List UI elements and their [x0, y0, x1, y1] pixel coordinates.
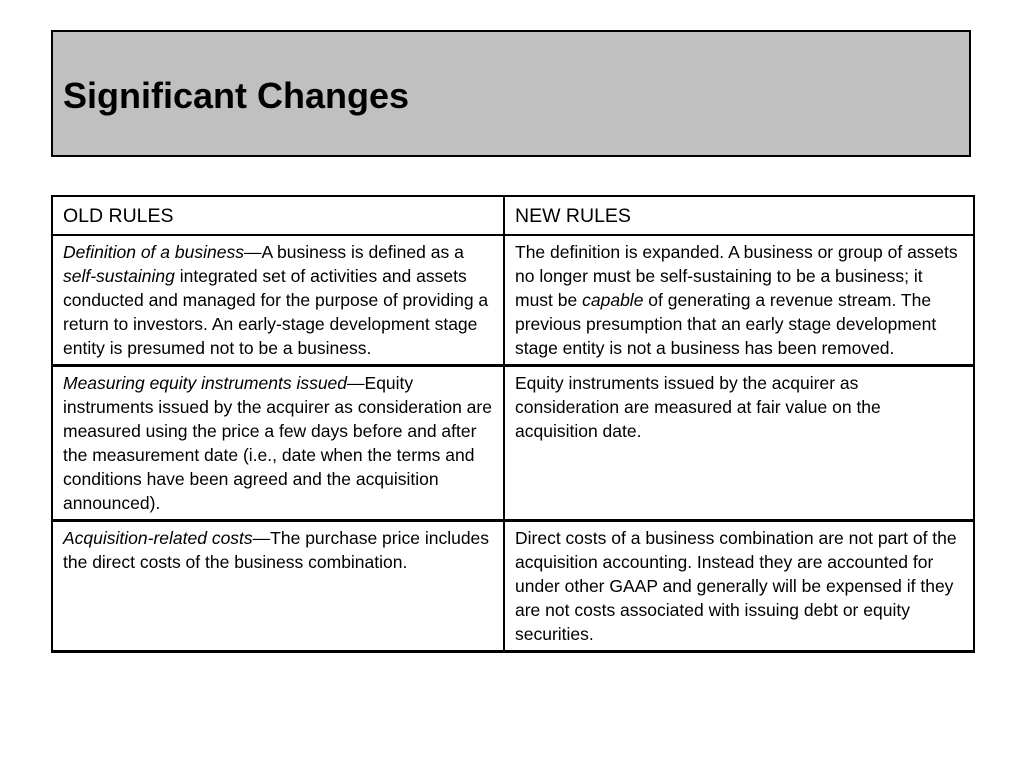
- title-banner: [51, 30, 971, 157]
- rule-emphasis: capable: [582, 290, 644, 310]
- rule-text: Direct costs of a business combination are not part of the acquisition accounting. Instead they are accounted for under other GAAP and generally will be expensed if they are not costs associated with issuing debt or equity securities.: [515, 528, 957, 644]
- rules-comparison-table: [51, 195, 975, 653]
- rule-text: —Equity instruments issued by the acquirer as consideration are measured using the price a few days before and after the measurement date (i.e., date when the terms and conditions have been agreed and the acquisition announced).: [63, 373, 492, 513]
- rule-text: of generating a revenue stream. The previous presumption that an early stage development stage entity is not a business has been removed.: [515, 290, 937, 358]
- rule-text: integrated set of activities and assets conducted and managed for the purpose of providing a return to investors. An early-stage development stage entity is presumed not to be a business.: [63, 266, 489, 358]
- old-rule-cell: [52, 366, 504, 521]
- table-row: [52, 366, 974, 521]
- rule-term: Acquisition-related costs: [63, 528, 253, 548]
- table-row: [52, 521, 974, 652]
- rule-text: —A business is defined as a: [243, 242, 464, 262]
- old-rule-cell: [52, 521, 504, 652]
- new-rule-cell: [504, 366, 974, 521]
- old-rules-header: OLD RULES: [52, 196, 504, 235]
- rule-term: Definition of a business: [63, 242, 244, 262]
- table-row: [52, 235, 974, 366]
- table-header-row: [52, 196, 974, 235]
- old-rule-cell: [52, 235, 504, 366]
- new-rules-header: NEW RULES: [504, 196, 974, 235]
- rule-text: Equity instruments issued by the acquirer as consideration are measured at fair value on the acquisition date.: [515, 373, 881, 441]
- rule-term: Measuring equity instruments issued: [63, 373, 348, 393]
- new-rule-cell: [504, 235, 974, 366]
- new-rule-cell: [504, 521, 974, 652]
- rule-emphasis: self-sustaining: [63, 266, 175, 286]
- rule-text: The definition is expanded. A business or group of assets no longer must be self-sustaining to be a business; it must be: [515, 242, 958, 310]
- slide-title: Significant Changes: [63, 75, 410, 116]
- rule-text: —The purchase price includes the direct costs of the business combination.: [63, 528, 490, 572]
